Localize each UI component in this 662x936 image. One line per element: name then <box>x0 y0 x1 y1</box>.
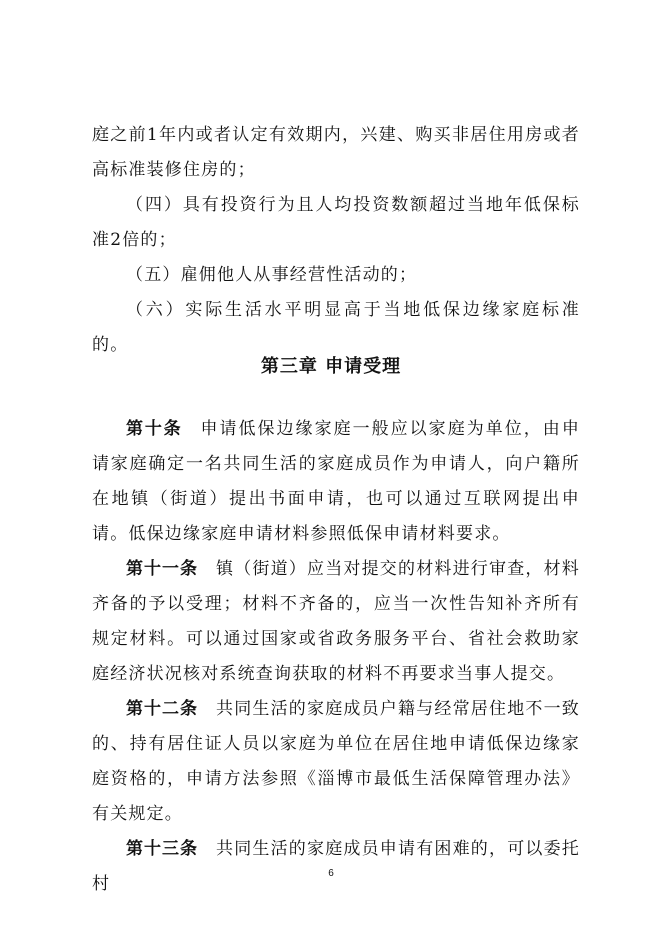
page-number: 6 <box>328 868 334 879</box>
article-label: 第十条 <box>126 419 183 439</box>
article-label: 第十二条 <box>126 699 198 719</box>
paragraph-item-4: （四）具有投资行为且人均投资数额超过当地年低保标准2倍的； <box>92 195 580 250</box>
article-label: 第十一条 <box>126 559 198 579</box>
article-10 <box>92 412 580 552</box>
article-text: 申请低保边缘家庭一般应以家庭为单位，由申请家庭确定一名共同生活的家庭成员作为申请人，向户籍所在地镇（街道）提出书面申请，也可以通过互联网提出申请。低保边缘家庭申请材料参照低保申请材料要求。 <box>92 419 581 544</box>
chapter-title: 第三章 申请受理 <box>260 356 402 377</box>
article-12 <box>92 692 580 832</box>
article-13 <box>92 832 580 902</box>
article-11 <box>92 552 580 692</box>
paragraph-item-5: （五）雇佣他人从事经营性活动的； <box>126 265 418 285</box>
article-text: 共同生活的家庭成员申请有困难的，可以委托村 <box>92 839 580 894</box>
article-text: 共同生活的家庭成员户籍与经常居住地不一致的、持有居住证人员以家庭为单位在居住地申请低保边缘家庭资格的，申请方法参照《淄博市最低生活保障管理办法》有关规定。 <box>92 699 580 824</box>
article-text: 镇（街道）应当对提交的材料进行审查，材料齐备的予以受理；材料不齐备的，应当一次性告知补齐所有规定材料。可以通过国家或省政务服务平台、省社会救助家庭经济状况核对系统查询获取的材料不再要求当事人提交。 <box>92 559 580 684</box>
article-label: 第十三条 <box>126 839 198 859</box>
paragraph-continuation: 庭之前1年内或者认定有效期内，兴建、购买非居住用房或者高标准装修住房的； <box>92 125 580 180</box>
articles-block <box>92 412 580 902</box>
paragraph-item-6: （六）实际生活水平明显高于当地低保边缘家庭标准的。 <box>92 300 580 355</box>
top-text-block <box>92 118 580 363</box>
